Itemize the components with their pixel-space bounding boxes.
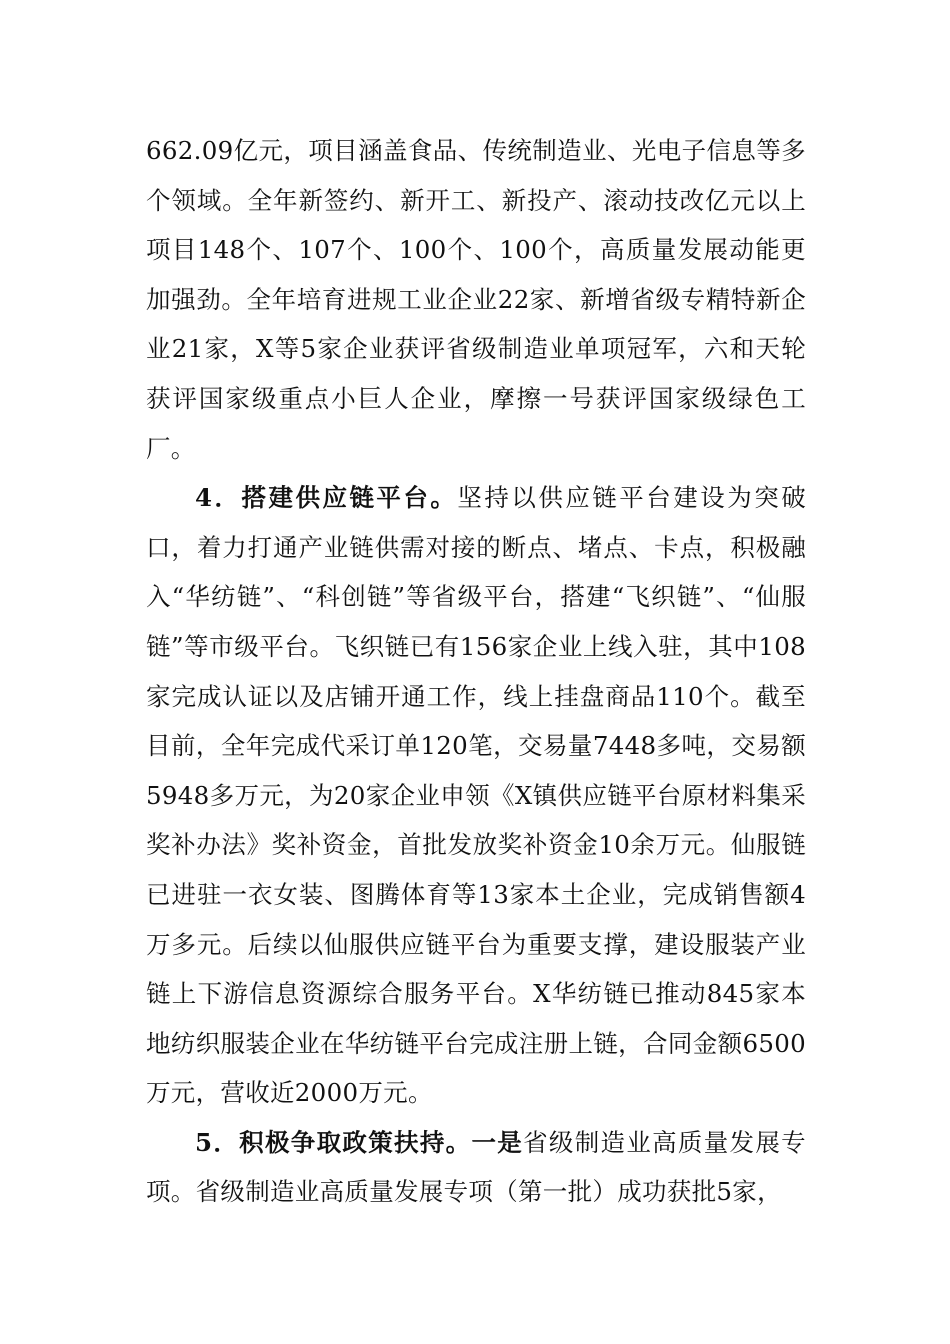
paragraph-text: 坚持以供应链平台建设为突破口，着力打通产业链供需对接的断点、堵点、卡点，积极融入“华纺链”、“科创链”等省级平台，搭建“飞织链”、“仙服链”等市级平台。飞织链已有156家企业上线入驻，其中108家完成认证以及店铺开通工作，线上挂盘商品110个。截至目前，全年完成代采订单120笔，交易量7448多吨，交易额5948多万元，为20家企业申领《X镇供应链平台原材料集采奖补办法》奖补资金，首批发放奖补资金10余万元。仙服链已进驻一衣女装、图腾体育等13家本土企业，完成销售额4万多元。后续以仙服供应链平台为重要支撑，建设服装产业链上下游信息资源综合服务平台。X华纺链已推动845家本地纺织服装企业在华纺链平台完成注册上链，合同金额6500万元，营收近2000万元。 — [146, 483, 806, 1108]
paragraph-supply-chain-platform — [146, 473, 806, 1118]
paragraph-investment-results — [146, 126, 806, 473]
paragraph-policy-support — [146, 1118, 806, 1217]
section-heading-5: 5．积极争取政策扶持。 — [195, 1127, 472, 1157]
paragraph-text: 省级制造业高质量发展专项。省级制造业高质量发展专项（第一批）成功获批5家， — [146, 1127, 806, 1207]
document-body — [146, 126, 806, 1217]
lead-phrase: 一是 — [471, 1127, 524, 1157]
section-heading-4: 4．搭建供应链平台。 — [195, 483, 458, 513]
paragraph-text: 662.09亿元，项目涵盖食品、传统制造业、光电子信息等多个领域。全年新签约、新开工、新投产、滚动技改亿元以上项目148个、107个、100个、100个，高质量发展动能更加强劲。全年培育进规工业企业22家、新增省级专精特新企业21家，X等5家企业获评省级制造业单项冠军，六和天轮获评国家级重点小巨人企业，摩擦一号获评国家级绿色工厂。 — [146, 136, 806, 463]
